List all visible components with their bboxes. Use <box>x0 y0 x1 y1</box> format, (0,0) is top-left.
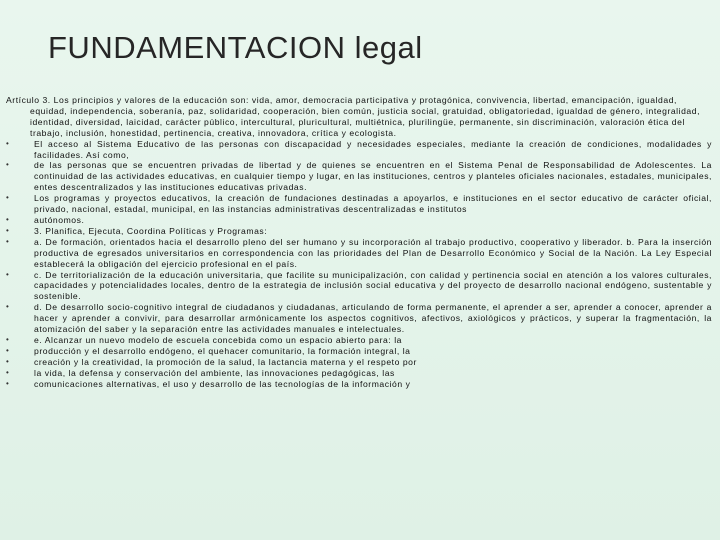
bullet-icon: • <box>6 334 10 344</box>
page-title: FUNDAMENTACION legal <box>48 30 423 65</box>
bullet-icon: • <box>6 356 10 366</box>
list-item: • a. De formación, orientados hacia el desarrollo pleno del ser humano y su incorporación al trabajo productivo, cooperativo y liberador. b. Para la inserción productiva de egresados universitarios en correspondencia con las prioridades del Plan de Desarrollo Económico y Social de la Nación. La Ley Especial establecerá la obligación del ejercicio profesional en el país. <box>6 236 712 269</box>
list-item: • producción y el desarrollo endógeno, el quehacer comunitario, la formación integral, la <box>6 345 411 356</box>
list-item: • Los programas y proyectos educativos, la creación de fundaciones destinadas a apoyarlos, e instituciones en el sector educativo de carácter oficial, privado, nacional, estadal, municipal, en las instancias administrativas descentralizadas e institutos <box>6 193 712 215</box>
list-item: • 3. Planifica, Ejecuta, Coordina Políticas y Programas: <box>6 225 268 236</box>
list-item: • de las personas que se encuentren privadas de libertad y de quienes se encuentren en el Sistema Penal de Responsabilidad de Adolescentes. La continuidad de las actividades educativas, en cualquier tiempo y lugar, en las instituciones, centros y planteles oficiales nacionales, estadales, municipales, entes descentralizados y las instituciones educativas privadas. <box>6 160 712 193</box>
bullet-icon: • <box>6 160 10 170</box>
bullet-icon: • <box>6 378 10 388</box>
article-intro: Artículo 3. Los principios y valores de la educación son: vida, amor, democracia participativa y protagónica, convivencia, libertad, emancipación, igualdad, equidad, independencia, soberanía, paz, solidaridad, cooperación, bien común, justicia social, gratuidad, obligatoriedad, igualdad de género, integralidad, identidad, diversidad, laicidad, carácter público, intercultural, pluricultural, multiétnica, plurilingüe, permanente, sin discriminación, valoración ética del trabajo, inclusión, honestidad, pertinencia, creativa, innovadora, crítica y ecologista. <box>6 95 701 138</box>
bullet-icon: • <box>6 138 10 148</box>
body-text <box>6 95 712 389</box>
list-item: • autónomos. <box>6 214 85 225</box>
list-item: • d. De desarrollo socio-cognitivo integral de ciudadanos y ciudadanas, articulando de forma permanente, el aprender a ser, aprender a conocer, aprender a hacer y aprender a convivir, para desarrollar armónicamente los aspectos cognitivos, afectivos, axiológicos y prácticos, y superar la fragmentación, la atomización del saber y la separación entre las actividades manuales e intelectuales. <box>6 302 712 335</box>
item-list <box>6 139 712 390</box>
bullet-icon: • <box>6 269 10 279</box>
bullet-icon: • <box>6 236 10 246</box>
bullet-icon: • <box>6 367 10 377</box>
bullet-icon: • <box>6 302 10 312</box>
list-item: • creación y la creatividad, la promoción de la salud, la lactancia materna y el respeto por <box>6 356 417 367</box>
list-item: • la vida, la defensa y conservación del ambiente, las innovaciones pedagógicas, las <box>6 367 395 378</box>
bullet-icon: • <box>6 193 10 203</box>
bullet-icon: • <box>6 214 10 224</box>
list-item: • e. Alcanzar un nuevo modelo de escuela concebida como un espacio abierto para: la <box>6 334 402 345</box>
bullet-icon: • <box>6 225 10 235</box>
list-item: • El acceso al Sistema Educativo de las personas con discapacidad y necesidades especiales, mediante la creación de condiciones, modalidades y facilidades. Así como, <box>6 138 712 160</box>
list-item: • comunicaciones alternativas, el uso y desarrollo de las tecnologías de la información y <box>6 378 411 389</box>
list-item: • c. De territorialización de la educación universitaria, que facilite su municipalización, con calidad y pertinencia social en atención a los valores culturales, capacidades y potencialidades locales, dentro de la estrategia de inclusión social educativa y del proyecto de desarrollo nacional endógeno, sustentable y sostenible. <box>6 269 712 302</box>
bullet-icon: • <box>6 345 10 355</box>
